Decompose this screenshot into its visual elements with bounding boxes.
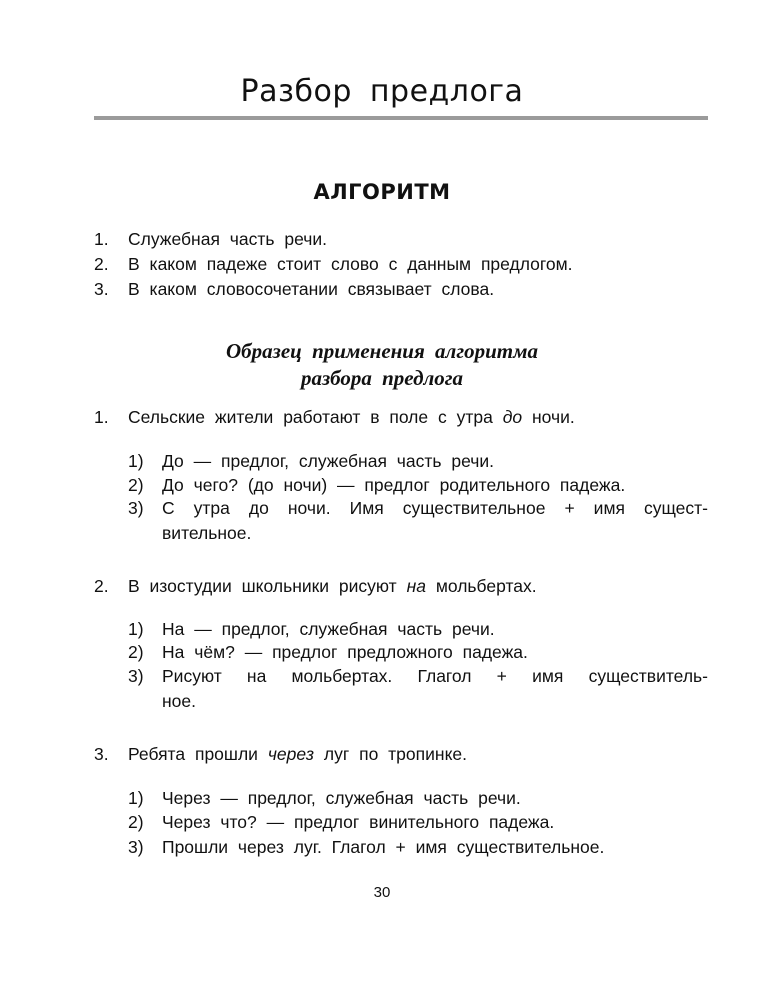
analysis-text: Рисуют на мольбертах. Глагол + имя существитель- xyxy=(162,666,708,686)
sentence-before: В изостудии школьники рисуют xyxy=(128,576,397,596)
analysis-text: Через что? — предлог винительного падежа. xyxy=(162,812,555,832)
sentence-after: луг по тропинке. xyxy=(323,744,468,764)
example-sentence xyxy=(128,743,467,765)
page-title: Разбор предлога xyxy=(240,74,524,109)
example-number: 2. xyxy=(94,576,109,596)
algorithm-step-text: Служебная часть речи. xyxy=(128,229,328,249)
example-number: 3. xyxy=(94,744,109,764)
algorithm-step-number: 3. xyxy=(94,279,109,299)
title-divider xyxy=(94,116,708,120)
analysis-continuation: ное. xyxy=(162,691,196,711)
analysis-number: 2) xyxy=(128,642,144,662)
analysis-text: Через — предлог, служебная часть речи. xyxy=(162,788,521,808)
analysis-text: На — предлог, служебная часть речи. xyxy=(162,619,495,639)
sample-heading-line1: Образец применения алгоритма xyxy=(226,339,538,363)
analysis-text: На чём? — предлог предложного падежа. xyxy=(162,642,528,662)
analysis-text: До чего? (до ночи) — предлог родительного падежа. xyxy=(162,475,626,495)
analysis-text: Прошли через луг. Глагол + имя существительное. xyxy=(162,837,605,857)
analysis-number: 1) xyxy=(128,451,144,471)
analysis-number: 3) xyxy=(128,498,144,518)
page-number: 30 xyxy=(373,884,391,901)
analysis-number: 3) xyxy=(128,666,144,686)
example-sentence xyxy=(128,406,575,428)
analysis-text: С утра до ночи. Имя существительное + имя сущест- xyxy=(162,498,708,518)
analysis-number: 1) xyxy=(128,619,144,639)
example-sentence xyxy=(128,575,537,597)
analysis-number: 1) xyxy=(128,788,144,808)
preposition: на xyxy=(406,576,426,596)
analysis-number: 2) xyxy=(128,475,144,495)
analysis-continuation: вительное. xyxy=(162,523,252,543)
analysis-number: 3) xyxy=(128,837,144,857)
sentence-after: ночи. xyxy=(532,407,575,427)
preposition: через xyxy=(267,744,315,764)
algorithm-step-text: В каком падеже стоит слово с данным предлогом. xyxy=(128,254,573,274)
sample-heading-line2: разбора предлога xyxy=(300,366,464,390)
sentence-after: мольбертах. xyxy=(435,576,537,596)
sentence-before: Ребята прошли xyxy=(128,744,258,764)
analysis-text: До — предлог, служебная часть речи. xyxy=(162,451,495,471)
example-number: 1. xyxy=(94,407,109,427)
algorithm-heading: АЛГОРИТМ xyxy=(313,180,451,204)
analysis-number: 2) xyxy=(128,812,144,832)
sentence-before: Сельские жители работают в поле с утра xyxy=(128,407,493,427)
algorithm-step-number: 2. xyxy=(94,254,109,274)
algorithm-step-text: В каком словосочетании связывает слова. xyxy=(128,279,495,299)
preposition: до xyxy=(502,407,523,427)
algorithm-step-number: 1. xyxy=(94,229,109,249)
